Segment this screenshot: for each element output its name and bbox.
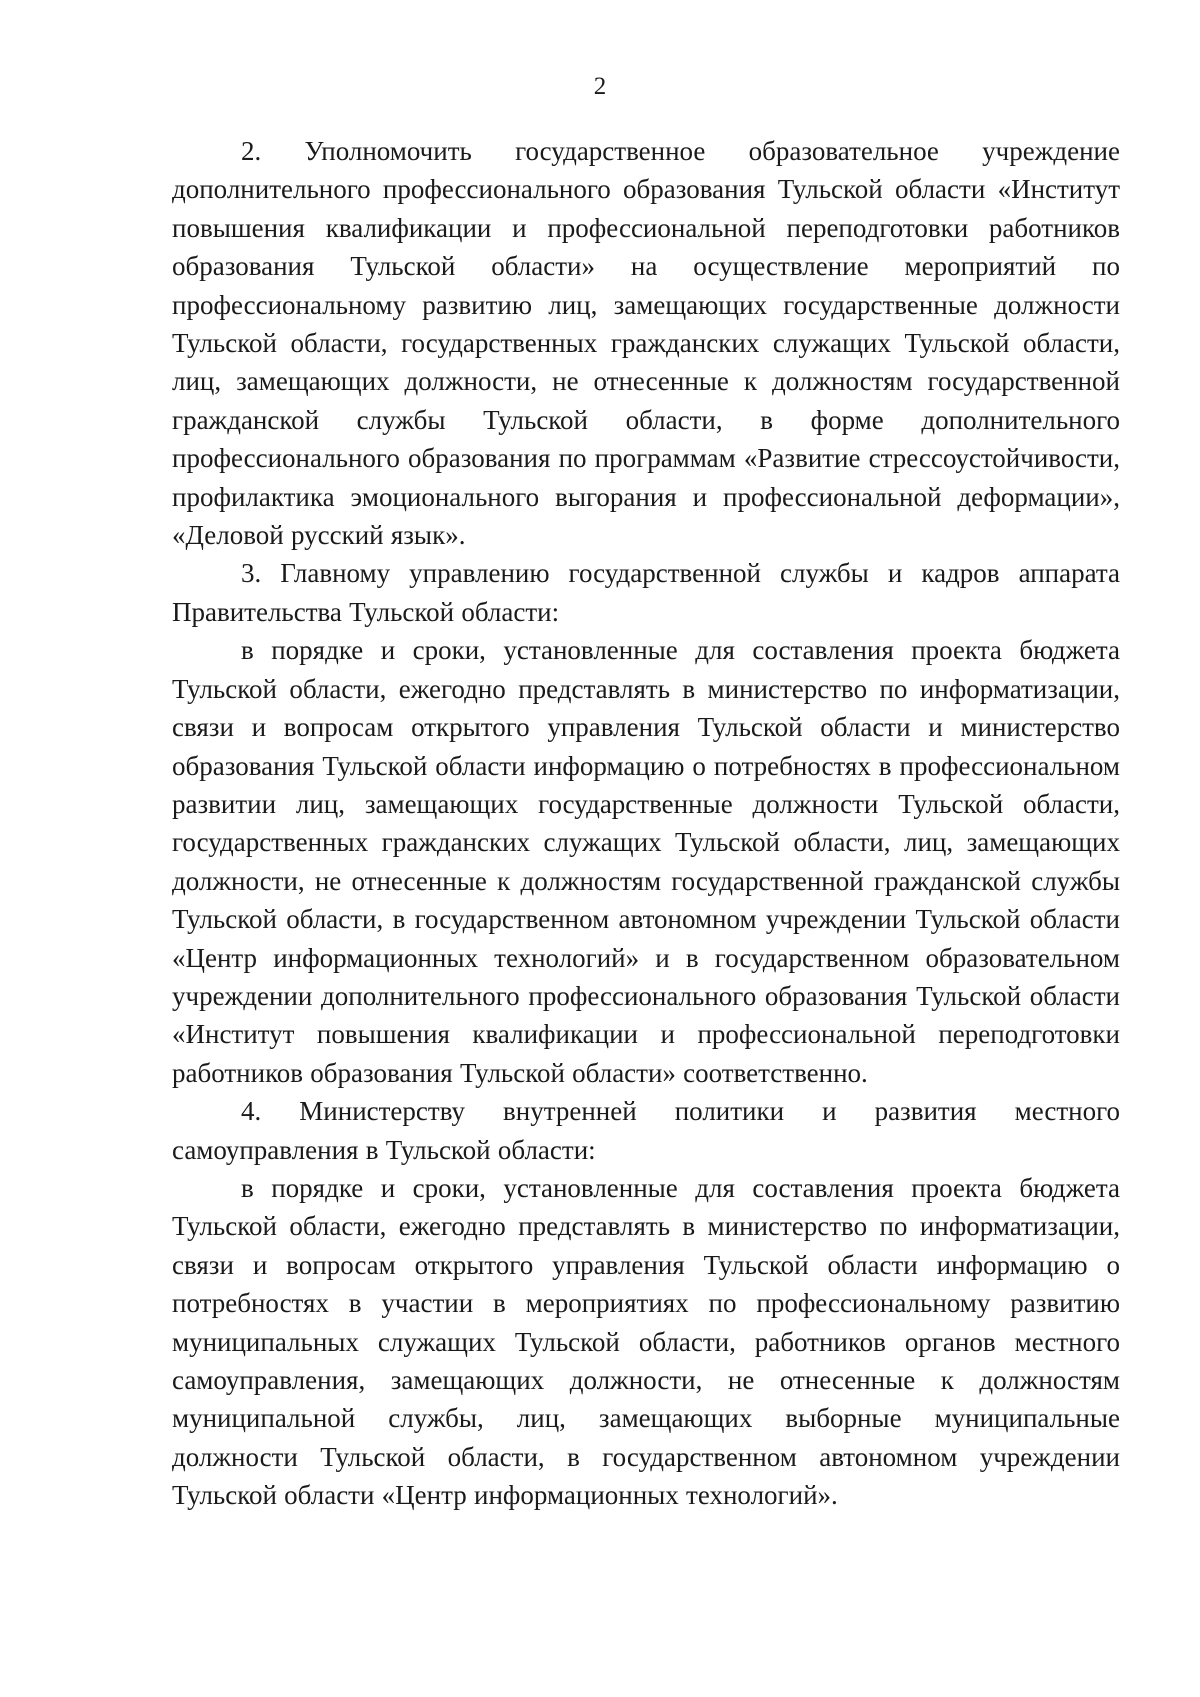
paragraph-item-3-subclause: в порядке и сроки, установленные для составления проекта бюджета Тульской области, ежегодно представлять в министерство по информатизации, связи и вопросам открытого управления Тульской области и министерство образования Тульской области информацию о потребностях в профессиональном развитии лиц, замещающих государственные должности Тульской области, государственных гражданских служащих Тульской области, лиц, замещающих должности, не отнесенные к должностям государственной гражданской службы Тульской области, в государственном автономном учреждении Тульской области «Центр информационных технологий» и в государственном образовательном учреждении дополнительного профессионального образования Тульской области «Институт повышения квалификации и профессиональной переподготовки работников образования Тульской области» соответственно. xyxy=(172,635,1120,1088)
page-number: 2 xyxy=(593,73,607,100)
paragraph-item-4: 4. Министерству внутренней политики и развития местного самоуправления в Тульской области: xyxy=(172,1096,1120,1165)
document-body xyxy=(172,132,1120,1515)
paragraph-item-3: 3. Главному управлению государственной службы и кадров аппарата Правительства Тульской области: xyxy=(172,558,1120,627)
paragraph-item-4-subclause: в порядке и сроки, установленные для составления проекта бюджета Тульской области, ежегодно представлять в министерство по информатизации, связи и вопросам открытого управления Тульской области информацию о потребностях в участии в мероприятиях по профессиональному развитию муниципальных служащих Тульской области, работников органов местного самоуправления, замещающих должности, не отнесенные к должностям муниципальной службы, лиц, замещающих выборные муниципальные должности Тульской области, в государственном автономном учреждении Тульской области «Центр информационных технологий». xyxy=(172,1172,1120,1511)
paragraph-item-2: 2. Уполномочить государственное образовательное учреждение дополнительного профессионального образования Тульской области «Институт повышения квалификации и профессиональной переподготовки работников образования Тульской области» на осуществление мероприятий по профессиональному развитию лиц, замещающих государственные должности Тульской области, государственных гражданских служащих Тульской области, лиц, замещающих должности, не отнесенные к должностям государственной гражданской службы Тульской области, в форме дополнительного профессионального образования по программам «Развитие стрессоустойчивости, профилактика эмоционального выгорания и профессиональной деформации», «Деловой русский язык». xyxy=(172,136,1120,551)
